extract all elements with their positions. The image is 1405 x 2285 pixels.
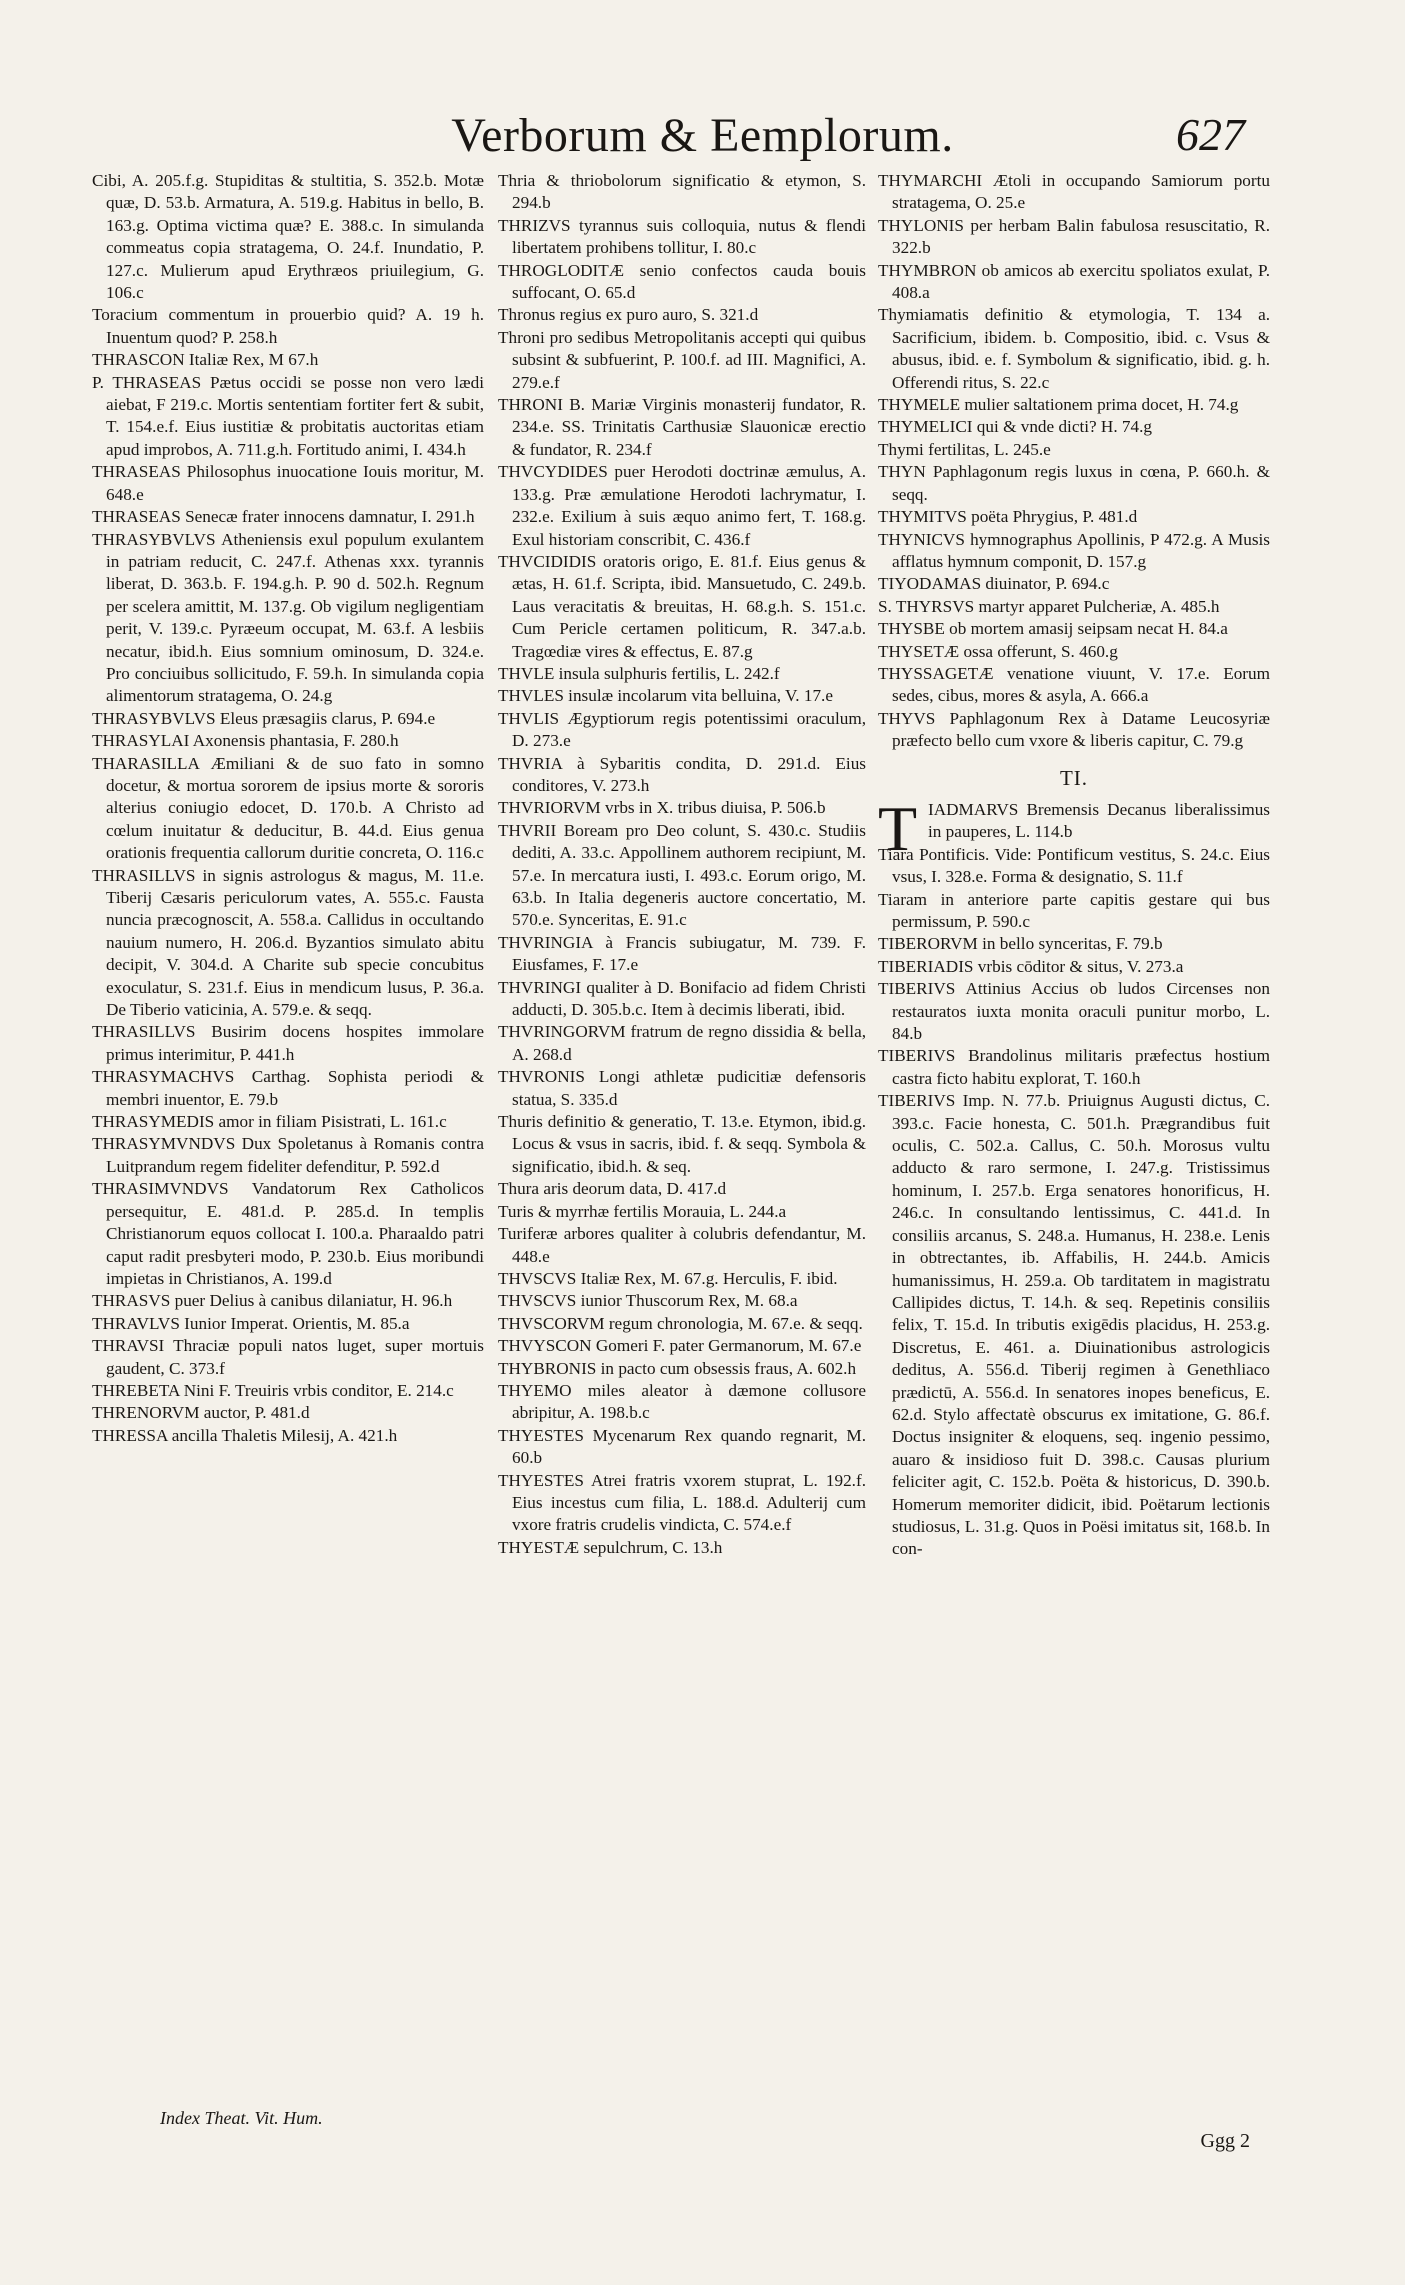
index-entry: THRASYBVLVS Atheniensis exul populum exulantem in patriam reducit, C. 247.f. Athenas xxx. tyrannis liberat, D. 363.b. F. 194.g.h. P. 90 d. 502.h. Regnum per scelera amittit, M. 137.g. Ob vigilum negligentiam perit, V. 139.c. Pyræeum occupat, M. 63.f. A lesbiis necatur, ibid.h. Eius somnium ominosum, D. 324.e. Pro conciuibus sollicitudo, F. 59.h. In simulanda copia alimentorum stratagema, O. 24.g <box>92 529 484 706</box>
index-entry: Turiferæ arbores qualiter à colubris defendantur, M. 448.e <box>498 1224 866 1266</box>
signature-mark: Ggg 2 <box>1200 2130 1250 2152</box>
index-entry: Cibi, A. 205.f.g. Stupiditas & stultitia, S. 352.b. Motæ quæ, D. 53.b. Armatura, A. 519.g. Habitus in bello, B. 163.g. Optima victima quæ? E. 388.c. In simulanda commeatus copia stratagema, O. 24.f. Inundatio, P. 127.c. Mulierum apud Erythræos priuilegium, G. 106.c <box>92 171 484 303</box>
page-header <box>0 108 1405 168</box>
page-number: 627 <box>1176 109 1245 160</box>
drop-cap-initial: T <box>878 792 918 864</box>
index-entry: THVCYDIDES puer Herodoti doctrinæ æmulus, A. 133.g. Præ æmulatione Herodoti lachrymatur, I. 232.e. Exilium à suis æquo animo fert, T. 168.g. Exul historiam conscribit, C. 436.f <box>498 462 866 549</box>
index-entry: THRASYLAI Axonensis phantasia, F. 280.h <box>92 731 399 751</box>
index-entry: THARASILLA Æmiliani & de suo fato in somno docetur, & mortua sororem de ipsius morte & sororis alterius coniugio edocet, D. 170.b. A Christo ad cœlum inuitatur & deducitur, B. 44.d. Eius genua orationis frequentia callorum duritie concreta, O. 116.c <box>92 753 484 863</box>
index-entry: THYESTES Atrei fratris vxorem stuprat, L. 192.f. Eius incestus cum filia, L. 188.d. Adulterij cum vxore fratris crudelis vindicta, C. 574.e.f <box>498 1470 866 1535</box>
index-entry: THVYSCON Gomeri F. pater Germanorum, M. 67.e <box>498 1336 862 1356</box>
index-entry: THRESSA ancilla Thaletis Milesij, A. 421.h <box>92 1425 398 1445</box>
index-entry: THRIZVS tyrannus suis colloquia, nutus & flendi libertatem prohibens tollitur, I. 80.c <box>498 215 866 258</box>
index-entry: TIYODAMAS diuinator, P. 694.c <box>878 574 1110 594</box>
index-entry: THYMBRON ob amicos ab exercitu spoliatos exulat, P. 408.a <box>878 260 1270 303</box>
index-entry: THVSCVS iunior Thuscorum Rex, M. 68.a <box>498 1291 798 1311</box>
index-entry: THYVS Paphlagonum Rex à Datame Leucosyriæ præfecto bello cum vxore & liberis capitur, C. 79.g <box>878 708 1270 751</box>
index-entry: THVRINGIA à Francis subiugatur, M. 739. F. Eiusfames, F. 17.e <box>498 932 866 975</box>
index-entry: TIBERIADIS vrbis cōditor & situs, V. 273.a <box>878 956 1184 976</box>
index-entry: THVLES insulæ incolarum vita belluina, V. 17.e <box>498 686 833 706</box>
index-entry: Thuris definitio & generatio, T. 13.e. Etymon, ibid.g. Locus & vsus in sacris, ibid. f. & seqq. Symbola & significatio, ibid.h. & seq. <box>498 1112 866 1176</box>
index-entry: THVSCORVM regum chronologia, M. 67.e. & seqq. <box>498 1313 863 1333</box>
index-entry: THYMELICI qui & vnde dicti? H. 74.g <box>878 417 1153 437</box>
index-entry: THRENORVM auctor, P. 481.d <box>92 1403 310 1423</box>
index-entry: THVLIS Ægyptiorum regis potentissimi oraculum, D. 273.e <box>498 708 866 751</box>
column-right <box>878 170 1270 1561</box>
index-entry: THRASYBVLVS Eleus præsagiis clarus, P. 694.e <box>92 708 436 728</box>
index-entry: THYESTES Mycenarum Rex quando regnarit, M. 60.b <box>498 1425 866 1468</box>
index-entry: THVRINGORVM fratrum de regno dissidia & bella, A. 268.d <box>498 1022 866 1064</box>
index-entry: Thymiamatis definitio & etymologia, T. 134 a. Sacrificium, ibidem. b. Compositio, ibid. c. Vsus & abusus, ibid. e. f. Symbolum & significatio, ibid. g. h. Offerendi ritus, S. 22.c <box>878 305 1270 392</box>
index-entry: Thronus regius ex puro auro, S. 321.d <box>498 305 759 325</box>
index-entry: TIBERIVS Attinius Accius ob ludos Circenses non restauratos iuxta monita oraculi punitur morbo, L. 84.b <box>878 979 1270 1044</box>
index-entry: THVRII Boream pro Deo colunt, S. 430.c. Studiis dediti, A. 33.c. Appollinem authorem recipiunt, M. 57.e. In mercatura iusti, I. 493.c. Eorum origo, M. 63.b. In Italia degeneris auctore concertatio, M. 570.e. Synceritas, E. 91.c <box>498 820 866 930</box>
index-entry: THYSBE ob mortem amasij seipsam necat H. 84.a <box>878 619 1228 639</box>
index-entry: Turis & myrrhæ fertilis Morauia, L. 244.a <box>498 1201 787 1221</box>
index-entry: THYBRONIS in pacto cum obsessis fraus, A. 602.h <box>498 1358 857 1378</box>
index-entry: Thria & thriobolorum significatio & etymon, S. 294.b <box>498 171 866 213</box>
index-entry: THVLE insula sulphuris fertilis, L. 242.f <box>498 663 780 683</box>
index-entry: THYMITVS poëta Phrygius, P. 481.d <box>878 507 1138 527</box>
index-entry: THYMELE mulier saltationem prima docet, H. 74.g <box>878 395 1239 415</box>
index-entry: THRASYMACHVS Carthag. Sophista periodi & membri inuentor, E. 79.b <box>92 1067 484 1109</box>
imprint-line: Index Theat. Vit. Hum. <box>160 2108 323 2128</box>
index-entry: THYESTÆ sepulchrum, C. 13.h <box>498 1537 723 1557</box>
column-right-entries <box>878 170 1270 753</box>
index-entry: THYEMO miles aleator à dæmone collusore abripitur, A. 198.b.c <box>498 1380 866 1423</box>
index-entry: Thura aris deorum data, D. 417.d <box>498 1179 727 1199</box>
index-entry: THRASYMEDIS amor in filiam Pisistrati, L. 161.c <box>92 1112 447 1132</box>
column-right-ti-entries <box>878 844 1270 1561</box>
index-entry: THRASYMVNDVS Dux Spoletanus à Romanis contra Luitprandum regem fideliter defenditur, P. 592.d <box>92 1134 484 1176</box>
index-entry: TIBERORVM in bello synceritas, F. 79.b <box>878 934 1163 954</box>
section-first-text: IADMARVS Bremensis Decanus liberalissimus in pauperes, L. 114.b <box>928 799 1270 842</box>
index-entry: THYN Paphlagonum regis luxus in cœna, P. 660.h. & seqq. <box>878 462 1270 504</box>
index-entry: THROGLODITÆ senio confectos cauda bouis suffocant, O. 65.d <box>498 260 866 303</box>
index-entry: THRASVS puer Delius à canibus dilaniatur, H. 96.h <box>92 1291 453 1311</box>
index-entry: THVCIDIDIS oratoris origo, E. 81.f. Eius genus & ætas, H. 61.f. Scripta, ibid. Mansuetudo, C. 249.b. Laus veracitatis & breuitas, H. 68.g.h. S. 151.c. Cum Pericle certamen politicum, R. 347.a.b. Tragœdiæ vires & effectus, E. 87.g <box>498 551 866 661</box>
index-entry: THVRIORVM vrbs in X. tribus diuisa, P. 506.b <box>498 798 826 818</box>
index-entry: THRAVLVS Iunior Imperat. Orientis, M. 85.a <box>92 1313 410 1333</box>
index-entry: THVSCVS Italiæ Rex, M. 67.g. Herculis, F. ibid. <box>498 1268 838 1288</box>
index-entry: THYMARCHI Ætoli in occupando Samiorum portu stratagema, O. 25.e <box>878 171 1270 213</box>
index-entry: THRONI B. Mariæ Virginis monasterij fundator, R. 234.e. SS. Trinitatis Carthusiæ Slauonicæ erectio & fundator, R. 234.f <box>498 395 866 459</box>
index-entry: Tiara Pontificis. Vide: Pontificum vestitus, S. 24.c. Eius vsus, I. 328.e. Forma & designatio, S. 11.f <box>878 844 1270 887</box>
index-entry: THRASILLVS Busirim docens hospites immolare primus interimitur, P. 441.h <box>92 1022 484 1064</box>
index-entry: THYNICVS hymnographus Apollinis, P 472.g. A Musis afflatus hymnum componit, D. 157.g <box>878 529 1270 571</box>
column-middle <box>498 170 866 1559</box>
index-entry: THRASIMVNDVS Vandatorum Rex Catholicos persequitur, E. 481.d. P. 285.d. In templis Christianorum equos collocat I. 100.a. Pharaaldo patri caput radit presbyteri modo, P. 230.b. Eius moribundi impietas in Christianos, A. 199.d <box>92 1179 484 1288</box>
index-entry: Thymi fertilitas, L. 245.e <box>878 439 1051 459</box>
index-entry: THRASCON Italiæ Rex, M 67.h <box>92 350 319 370</box>
index-entry: Toracium commentum in prouerbio quid? A. 19 h. Inuentum quod? P. 258.h <box>92 305 484 347</box>
index-entry: Tiaram in anteriore parte capitis gestare qui bus permissum, P. 590.c <box>878 889 1270 931</box>
index-entry: S. THYRSVS martyr apparet Pulcheriæ, A. 485.h <box>878 596 1220 616</box>
section-first-entry <box>878 792 1270 864</box>
column-left <box>92 170 484 1447</box>
index-entry: THRASEAS Senecæ frater innocens damnatur, I. 291.h <box>92 507 475 527</box>
running-head: Verborum & Eemplorum. <box>451 109 954 162</box>
index-entry: THVRINGI qualiter à D. Bonifacio ad fidem Christi adducti, D. 305.b.c. Item à decimis liberati, ibid. <box>498 977 866 1020</box>
index-entry: THYLONIS per herbam Balin fabulosa resuscitatio, R. 322.b <box>878 215 1270 258</box>
index-entry: P. THRASEAS Pætus occidi se posse non vero lædi aiebat, F 219.c. Mortis sententiam fortiter fert & subit, T. 154.e.f. Eius iustitiæ & probitatis auctoritas etiam apud improbos, A. 711.g.h. Fortitudo animi, I. 434.h <box>92 372 484 459</box>
index-entry: TIBERIVS Brandolinus militaris præfectus hostium castra ficto habitu explorat, T. 160.h <box>878 1046 1270 1088</box>
index-entry: THVRIA à Sybaritis condita, D. 291.d. Eius conditores, V. 273.h <box>498 753 866 795</box>
index-entry: THREBETA Nini F. Treuiris vrbis conditor, E. 214.c <box>92 1380 454 1400</box>
index-entry: THYSSAGETÆ venatione viuunt, V. 17.e. Eorum sedes, cibus, mores & asyla, A. 666.a <box>878 663 1270 706</box>
index-entry: THRASILLVS in signis astrologus & magus, M. 11.e. Tiberij Cæsaris periculorum vates, A. 555.c. Fausta nuncia præcognoscit, A. 558.a. Callidus in occultando nauium numero, H. 206.d. Byzantios simulato abitu decipit, V. 304.d. A Charite sub specie concubitus exoculatur, S. 231.f. Eius in mendicum lusus, P. 36.a. De Tiberio vaticinia, A. 579.e. & seqq. <box>92 865 484 1020</box>
index-entry: TIBERIVS Imp. N. 77.b. Priuignus Augusti dictus, C. 393.c. Facie honesta, C. 501.h. Prægrandibus fuit oculis, C. 502.a. Callus, C. 50.h. Morosus vultu adducto & raro sermone, I. 247.g. Tristissimus hominum, I. 257.b. Erga senatores honorificus, H. 246.c. In consultando lentissimus, C. 441.d. In consiliis arcanus, S. 248.a. Humanus, H. 238.e. Lenis in obtrectantes, ib. Affabilis, H. 244.b. Amicis humanissimus, H. 259.a. Ob tarditatem in magistratu Callipides dictus, T. 14.h. & seq. Repetinis consiliis felix, T. 15.d. In tributis exigēdis placidus, H. 253.g. Discretus, E. 461. a. Diuinationibus astrologicis deditus, A. 556.d. Tiberij regimen à Genethliaco prædictū, A. 556.d. In senatores inopes beneficus, E. 62.d. Stylo affectatè obscurus ex imitatione, G. 86.f. Doctus insigniter & eloquens, seq. ingenio pessimo, auaro & insidioso fuit D. 398.c. Causas plurium feliciter agit, C. 152.b. Poëta & historicus, D. 390.b. Homerum memoriter didicit, ibid. Poëtarum lectionis studiosus, L. 31.g. Quos in Poësi imitatus sit, 168.b. In con- <box>878 1091 1270 1559</box>
index-entry: THRASEAS Philosophus inuocatione Iouis moritur, M. 648.e <box>92 462 484 504</box>
index-entry: THVRONIS Longi athletæ pudicitiæ defensoris statua, S. 335.d <box>498 1067 866 1109</box>
section-heading-ti: TI. <box>1059 765 1089 790</box>
index-entry: THRAVSI Thraciæ populi natos luget, super mortuis gaudent, C. 373.f <box>92 1336 484 1378</box>
index-entry: Throni pro sedibus Metropolitanis accepti qui quibus subsint & subfuerint, P. 100.f. ad III. Magnifici, A. 279.e.f <box>498 327 866 392</box>
index-entry: THYSETÆ ossa offerunt, S. 460.g <box>878 641 1118 661</box>
